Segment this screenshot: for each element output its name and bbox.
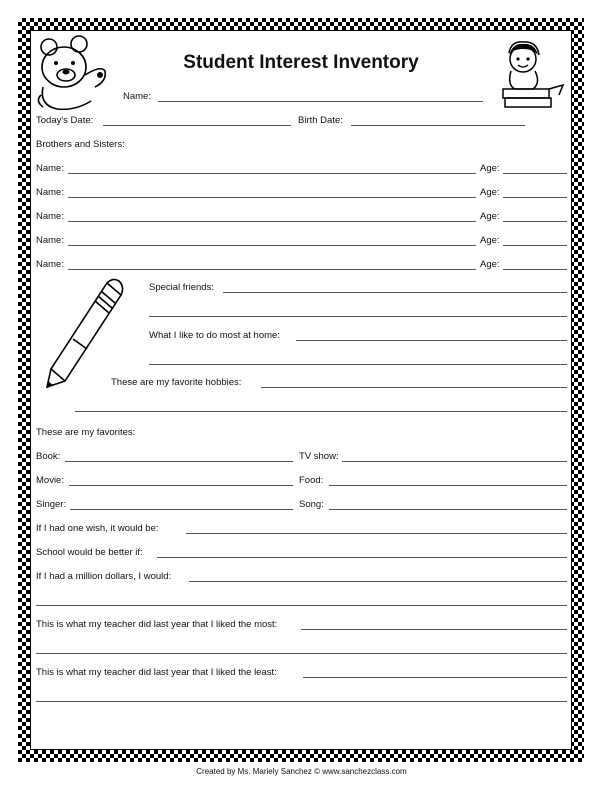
- page-title: Student Interest Inventory: [183, 52, 419, 73]
- book-label: Book:: [36, 451, 61, 462]
- sibling-age-field[interactable]: [503, 221, 567, 222]
- singer-label: Singer:: [36, 499, 67, 510]
- sibling-age-label: Age:: [480, 259, 500, 270]
- movie-label: Movie:: [36, 475, 64, 486]
- brothers-sisters-label: Brothers and Sisters:: [36, 139, 125, 150]
- footer-credit: Created by Ms. Mariely Sanchez © www.sanchezclass.com: [196, 767, 407, 776]
- liked-most-label: This is what my teacher did last year that I liked the most:: [36, 619, 278, 630]
- hobbies-label: These are my favorite hobbies:: [111, 377, 242, 388]
- sibling-name-label: Name:: [36, 235, 64, 246]
- sibling-age-label: Age:: [480, 163, 500, 174]
- sibling-name-field[interactable]: [68, 197, 476, 198]
- food-field[interactable]: [329, 485, 567, 486]
- singer-field[interactable]: [70, 509, 293, 510]
- favorites-label: These are my favorites:: [36, 427, 136, 438]
- special-friends-field-line[interactable]: [149, 316, 567, 317]
- sibling-name-field[interactable]: [68, 269, 476, 270]
- todays-date-field[interactable]: [103, 125, 291, 126]
- song-label: Song:: [299, 499, 324, 510]
- birth-date-label: Birth Date:: [298, 115, 343, 126]
- million-field-line[interactable]: [36, 605, 567, 606]
- sibling-age-label: Age:: [480, 211, 500, 222]
- sibling-age-field[interactable]: [503, 197, 567, 198]
- sibling-name-field[interactable]: [68, 245, 476, 246]
- school-label: School would be better if:: [36, 547, 143, 558]
- tv-show-field[interactable]: [342, 461, 567, 462]
- sibling-name-label: Name:: [36, 163, 64, 174]
- home-label: What I like to do most at home:: [149, 330, 280, 341]
- sibling-name-label: Name:: [36, 211, 64, 222]
- sibling-age-field[interactable]: [503, 173, 567, 174]
- hobbies-field[interactable]: [261, 387, 567, 388]
- special-friends-field[interactable]: [223, 292, 567, 293]
- wish-label: If I had one wish, it would be:: [36, 523, 159, 534]
- song-field[interactable]: [329, 509, 567, 510]
- sibling-name-label: Name:: [36, 187, 64, 198]
- liked-most-field[interactable]: [301, 629, 567, 630]
- sibling-age-field[interactable]: [503, 269, 567, 270]
- liked-least-field[interactable]: [303, 677, 567, 678]
- wish-field[interactable]: [186, 533, 567, 534]
- home-field-line[interactable]: [149, 364, 567, 365]
- worksheet: [30, 30, 572, 750]
- movie-field[interactable]: [69, 485, 293, 486]
- sibling-name-label: Name:: [36, 259, 64, 270]
- hobbies-field-line[interactable]: [75, 411, 567, 412]
- sibling-age-label: Age:: [480, 235, 500, 246]
- book-field[interactable]: [65, 461, 293, 462]
- teddy-bear-icon: [35, 35, 115, 113]
- million-field[interactable]: [189, 581, 567, 582]
- birth-date-field[interactable]: [351, 125, 525, 126]
- liked-least-field-line[interactable]: [36, 701, 567, 702]
- name-field[interactable]: [158, 101, 483, 102]
- sibling-name-field[interactable]: [68, 173, 476, 174]
- special-friends-label: Special friends:: [149, 282, 214, 293]
- liked-least-label: This is what my teacher did last year that I liked the least:: [36, 667, 277, 678]
- sibling-name-field[interactable]: [68, 221, 476, 222]
- million-label: If I had a million dollars, I would:: [36, 571, 172, 582]
- name-label: Name:: [123, 91, 151, 102]
- sibling-age-label: Age:: [480, 187, 500, 198]
- todays-date-label: Today's Date:: [36, 115, 94, 126]
- child-reading-icon: [493, 37, 567, 115]
- liked-most-field-line[interactable]: [36, 653, 567, 654]
- sibling-age-field[interactable]: [503, 245, 567, 246]
- school-field[interactable]: [157, 557, 567, 558]
- tv-show-label: TV show:: [299, 451, 339, 462]
- home-field[interactable]: [296, 340, 567, 341]
- pencil-icon: [43, 277, 125, 389]
- food-label: Food:: [299, 475, 324, 486]
